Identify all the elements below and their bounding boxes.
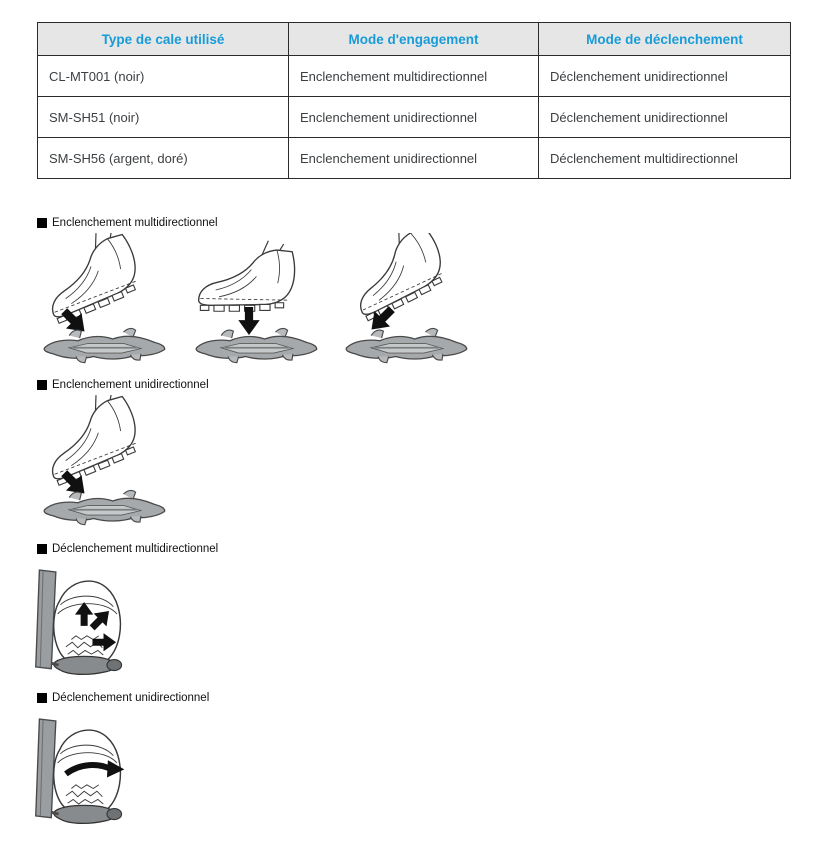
cell-release: Déclenchement unidirectionnel <box>539 56 791 97</box>
shoe-rear-release-diagram <box>33 559 138 678</box>
section-heading-label: Enclenchement unidirectionnel <box>52 379 209 391</box>
square-bullet-icon <box>37 380 47 390</box>
pedal-icon <box>196 328 316 362</box>
square-bullet-icon <box>37 544 47 554</box>
cell-engagement: Enclenchement unidirectionnel <box>289 138 539 179</box>
cleat-mode-table <box>37 22 791 179</box>
pedal-icon <box>346 328 466 362</box>
cell-cleat: CL-MT001 (noir) <box>38 56 289 97</box>
header-release-mode: Mode de déclenchement <box>539 23 791 56</box>
shoe-icon <box>199 241 295 312</box>
section-heading <box>37 692 819 704</box>
release-uni-diagram <box>33 708 819 827</box>
shoe-toe-in-diagram <box>33 395 183 529</box>
table-header-row <box>38 23 791 56</box>
shoe-straight-down-diagram <box>183 233 333 367</box>
square-bullet-icon <box>37 218 47 228</box>
header-cleat-type: Type de cale utilisé <box>38 23 289 56</box>
arrow-down-icon <box>238 307 259 335</box>
cell-release: Déclenchement multidirectionnel <box>539 138 791 179</box>
table-row <box>38 56 791 97</box>
shoe-on-pedal-rear-icon <box>36 570 122 674</box>
square-bullet-icon <box>37 693 47 703</box>
pedal-icon <box>44 328 164 362</box>
release-multi-diagram <box>33 559 819 678</box>
section-heading <box>37 217 819 229</box>
section-heading <box>37 379 819 391</box>
engagement-multi-diagrams <box>33 233 819 367</box>
shoe-heel-in-diagram <box>333 233 483 367</box>
section-heading-label: Enclenchement multidirectionnel <box>52 217 218 229</box>
shoe-icon <box>33 395 147 487</box>
shoe-icon <box>336 233 453 322</box>
manual-page <box>0 22 819 842</box>
cell-engagement: Enclenchement unidirectionnel <box>289 97 539 138</box>
section-heading <box>37 543 819 555</box>
section-engagement-unidirectional <box>0 379 819 529</box>
shoe-icon <box>33 233 147 325</box>
cell-release: Déclenchement unidirectionnel <box>539 97 791 138</box>
section-release-unidirectional <box>0 692 819 827</box>
shoe-rear-twist-diagram <box>33 708 138 827</box>
table-row <box>38 138 791 179</box>
section-heading-label: Déclenchement unidirectionnel <box>52 692 210 704</box>
section-heading-label: Déclenchement multidirectionnel <box>52 543 219 555</box>
section-release-multidirectional <box>0 543 819 678</box>
cell-cleat: SM-SH51 (noir) <box>38 97 289 138</box>
pedal-icon <box>44 490 164 524</box>
engagement-uni-diagram <box>33 395 819 529</box>
header-engagement-mode: Mode d'engagement <box>289 23 539 56</box>
table-row <box>38 97 791 138</box>
cell-engagement: Enclenchement multidirectionnel <box>289 56 539 97</box>
section-engagement-multidirectional <box>0 217 819 367</box>
cell-cleat: SM-SH56 (argent, doré) <box>38 138 289 179</box>
shoe-toe-in-diagram <box>33 233 183 367</box>
